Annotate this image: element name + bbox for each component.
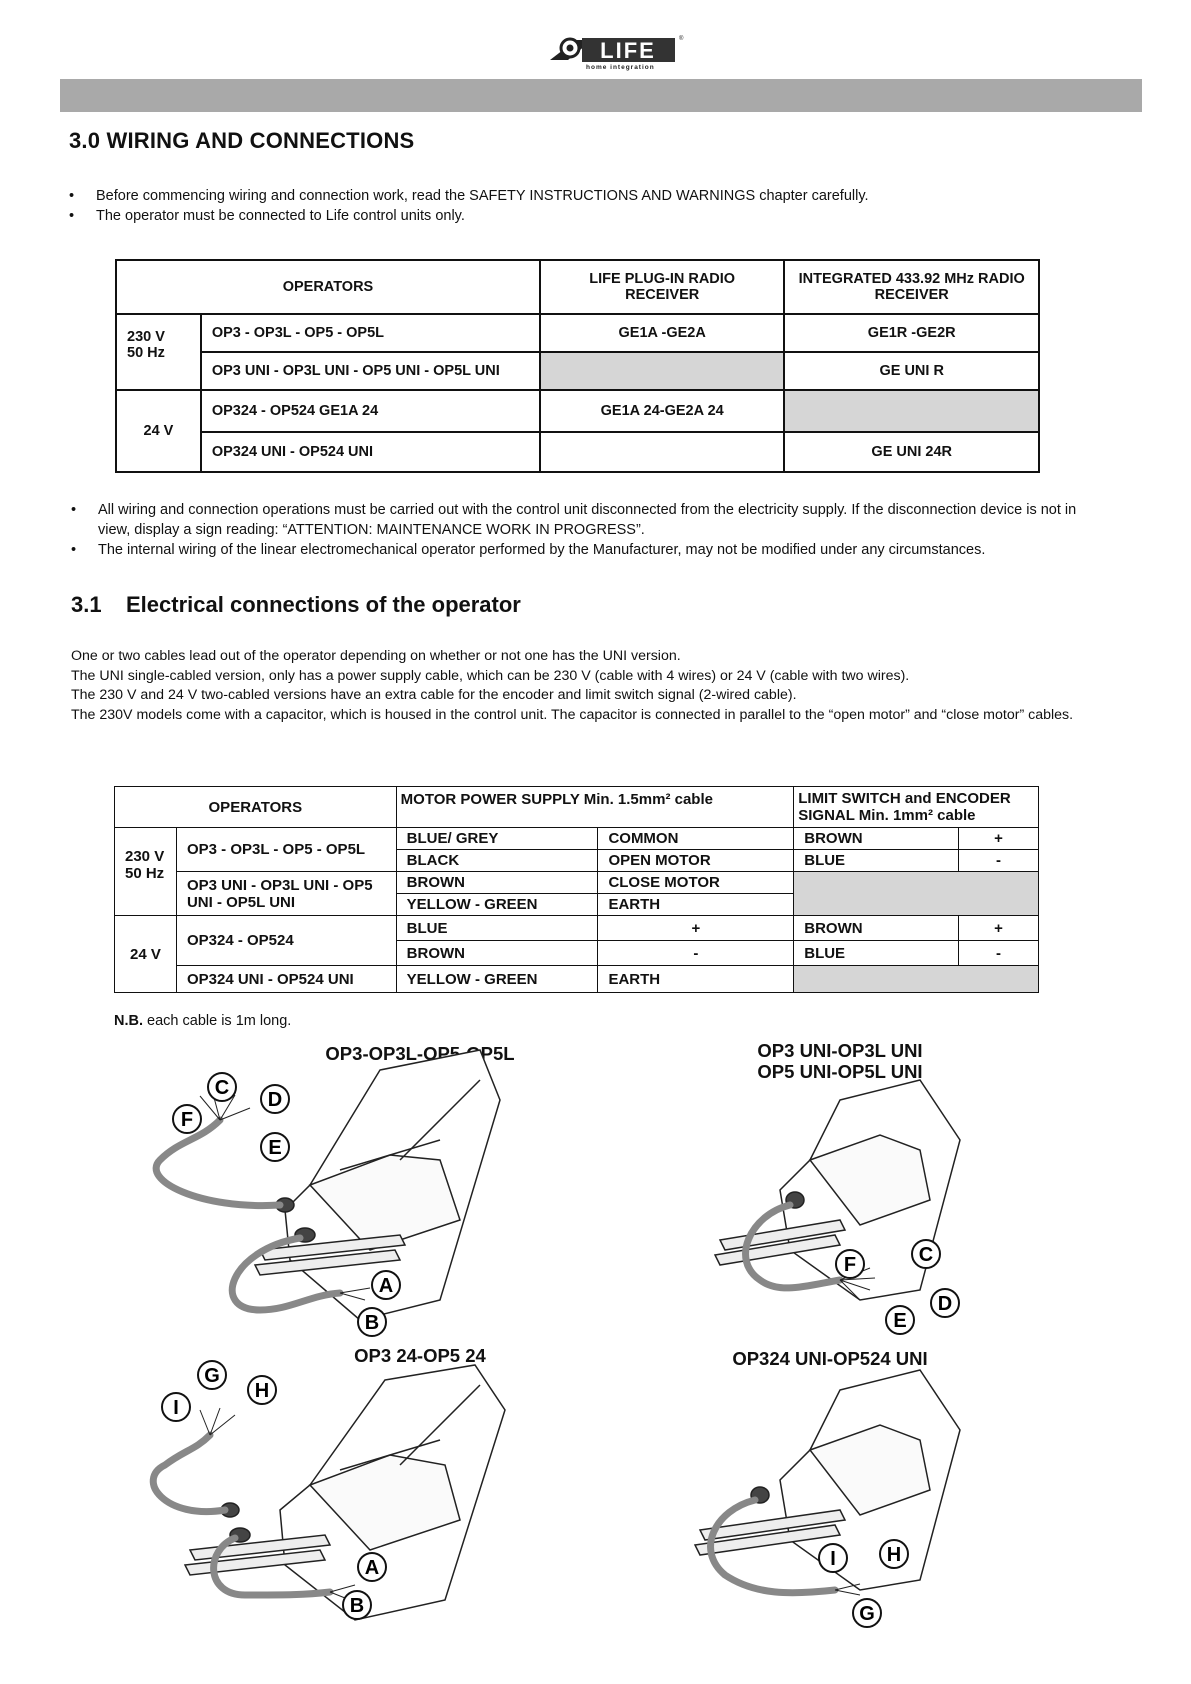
signal-polarity: -	[959, 941, 1039, 966]
logo-tagline: home integration	[586, 64, 655, 71]
letter-marker	[816, 1541, 850, 1580]
table-row	[115, 872, 1039, 894]
letter-marker	[340, 1588, 374, 1627]
letter-marker	[205, 1070, 239, 1109]
bullet-text: Before commencing wiring and connection work, read the SAFETY INSTRUCTIONS AND WARNINGS chapter carefully.	[96, 188, 869, 204]
diagram-title-line: OP3 UNI-OP3L UNI	[757, 1040, 923, 1061]
integrated-cell: GE UNI R	[784, 352, 1039, 390]
operator-drawing	[185, 1365, 505, 1620]
letter-marker	[355, 1550, 389, 1589]
letter-label: F	[180, 1109, 194, 1131]
section-heading: Electrical connections of the operator	[126, 592, 521, 617]
header-operators: OPERATORS	[115, 787, 397, 828]
letter-label: D	[267, 1089, 283, 1111]
plugin-cell: GE1A -GE2A	[540, 314, 785, 352]
bullet-text: The operator must be connected to Life control units only.	[96, 208, 465, 224]
bullet-item: • Before commencing wiring and connection work, read the SAFETY INSTRUCTIONS AND WARNINGS chapter carefully.	[69, 188, 869, 204]
signal-wire-colour: BLUE	[794, 850, 959, 872]
table-row	[116, 314, 1039, 352]
table-row	[115, 828, 1039, 850]
letter-label: H	[254, 1380, 270, 1402]
table-header-row	[116, 260, 1039, 314]
operator-cell: OP3 UNI - OP3L UNI - OP5 UNI - OP5L UNI	[176, 872, 396, 916]
letter-label: F	[843, 1254, 857, 1276]
wire-colour: YELLOW - GREEN	[396, 966, 598, 993]
integrated-cell: GE1R -GE2R	[784, 314, 1039, 352]
table-row	[116, 432, 1039, 472]
voltage-230: 230 V	[125, 848, 165, 865]
letter-label: I	[173, 1397, 179, 1419]
signal-wire-colour: BROWN	[794, 828, 959, 850]
table-row	[116, 352, 1039, 390]
plugin-cell	[540, 432, 785, 472]
wire-function: COMMON	[598, 828, 794, 850]
letter-label: G	[204, 1365, 220, 1387]
life-logo	[548, 26, 682, 76]
letter-marker	[258, 1082, 292, 1121]
letter-label: B	[349, 1595, 365, 1617]
header-plugin-receiver: LIFE PLUG-IN RADIO RECEIVER	[540, 260, 785, 314]
letter-marker	[355, 1305, 389, 1344]
bullet-text: All wiring and connection operations must be carried out with the control unit disconnected from the electricity supply. If the disconnection device is not in view, display a sign reading: “ATTENTION: MAINTENANCE WORK IN PROGRESS”.	[98, 502, 1077, 538]
intro-paragraphs	[71, 647, 1131, 725]
operator-cell: OP3 - OP3L - OP5 - OP5L	[201, 314, 540, 352]
signal-polarity: +	[959, 828, 1039, 850]
wire-function: OPEN MOTOR	[598, 850, 794, 872]
letter-marker	[159, 1390, 193, 1429]
diagram-title-line: OP5 UNI-OP5L UNI	[757, 1061, 923, 1082]
plugin-cell: GE1A 24-GE2A 24	[540, 390, 785, 432]
voltage-24: 24 V	[116, 390, 201, 472]
letter-marker	[883, 1303, 917, 1342]
table-header-row	[115, 787, 1039, 828]
letter-marker	[170, 1102, 204, 1141]
bullet-item: • The internal wiring of the linear electromechanical operator performed by the Manufacturer, may not be modified under any circumstances.	[71, 542, 986, 558]
cable-note	[114, 1013, 291, 1029]
letter-label: C	[214, 1077, 230, 1099]
wire-colour: BROWN	[396, 941, 598, 966]
table-row	[115, 916, 1039, 941]
letter-label: I	[830, 1548, 836, 1570]
header-band	[60, 79, 1142, 112]
header-motor-supply: MOTOR POWER SUPPLY Min. 1.5mm² cable	[396, 787, 794, 828]
registered-mark: ®	[679, 36, 684, 42]
wire-function: EARTH	[598, 894, 794, 916]
letter-label: D	[937, 1293, 953, 1315]
signal-polarity: +	[959, 916, 1039, 941]
letter-marker	[928, 1286, 962, 1325]
section-title-electrical	[71, 592, 521, 618]
frequency-50: 50 Hz	[125, 865, 165, 882]
wire-colour: BLUE/ GREY	[396, 828, 598, 850]
voltage-230: 230 V 50 Hz	[116, 314, 201, 390]
signal-wire-colour: BROWN	[794, 916, 959, 941]
voltage-24: 24 V	[115, 916, 177, 993]
letter-label: C	[918, 1244, 934, 1266]
letter-marker	[258, 1130, 292, 1169]
wire-function: CLOSE MOTOR	[598, 872, 794, 894]
diagram-title: OP3 24-OP5 24	[354, 1345, 486, 1366]
letter-label: E	[893, 1310, 907, 1332]
wire-colour: BLACK	[396, 850, 598, 872]
wire-function: -	[598, 941, 794, 966]
wire-colour: BROWN	[396, 872, 598, 894]
plugin-cell	[540, 352, 785, 390]
operator-cell: OP3 UNI - OP3L UNI - OP5 UNI - OP5L UNI	[201, 352, 540, 390]
letter-marker	[877, 1537, 911, 1576]
diagram-title: OP3-OP3L-OP5-OP5L	[325, 1043, 515, 1064]
section-number: 3.1	[71, 592, 102, 617]
bullet-text: The internal wiring of the linear electromechanical operator performed by the Manufacturer, may not be modified under any circumstances.	[98, 542, 986, 558]
header-integrated-receiver: INTEGRATED 433.92 MHz RADIO RECEIVER	[784, 260, 1039, 314]
paragraph: The 230 V and 24 V two-cabled versions have an extra cable for the encoder and limit switch signal (2-wired cable).	[71, 687, 797, 703]
life-logo-mark	[548, 26, 682, 66]
logo-text: LIFE	[600, 38, 656, 63]
signal-polarity: -	[959, 850, 1039, 872]
paragraph: One or two cables lead out of the operator depending on whether or not one has the UNI version.	[71, 648, 681, 664]
table-row	[115, 966, 1039, 993]
bullet-item: • The operator must be connected to Life control units only.	[69, 208, 465, 224]
letter-label: B	[364, 1312, 380, 1334]
receiver-table	[115, 259, 1040, 473]
letter-marker	[195, 1358, 229, 1397]
letter-label: E	[268, 1137, 282, 1159]
letter-label: A	[364, 1557, 380, 1579]
voltage-230-cell	[115, 828, 177, 916]
table-row	[116, 390, 1039, 432]
letter-marker	[909, 1237, 943, 1276]
empty-cell	[794, 872, 1039, 916]
letter-marker	[850, 1596, 884, 1635]
operator-cell: OP324 UNI - OP524 UNI	[176, 966, 396, 993]
operator-cell: OP324 UNI - OP524 UNI	[201, 432, 540, 472]
operator-cell: OP324 - OP524	[176, 916, 396, 966]
paragraph: The UNI single-cabled version, only has a power supply cable, which can be 230 V (cable with 4 wires) or 24 V (cable with two wires).	[71, 667, 910, 684]
note-text: each cable is 1m long.	[143, 1013, 292, 1029]
letter-label: H	[886, 1544, 902, 1566]
letter-marker	[245, 1373, 279, 1412]
letter-label: G	[859, 1603, 875, 1625]
header-operators: OPERATORS	[116, 260, 540, 314]
header-limit-switch: LIMIT SWITCH and ENCODER SIGNAL Min. 1mm² cable	[794, 787, 1039, 828]
note-label: N.B.	[114, 1013, 143, 1029]
section-title-wiring: 3.0 WIRING AND CONNECTIONS	[69, 128, 415, 153]
wire-function: EARTH	[598, 966, 794, 993]
diagram-op324-uni	[700, 1370, 980, 1630]
diagram-title	[720, 1040, 960, 1082]
wire-colour: BLUE	[396, 916, 598, 941]
diagram-title: OP324 UNI-OP524 UNI	[732, 1348, 928, 1369]
diagram-op3-24	[145, 1370, 505, 1630]
wire-colour: YELLOW - GREEN	[396, 894, 598, 916]
letter-marker	[369, 1268, 403, 1307]
signal-wire-colour: BLUE	[794, 941, 959, 966]
paragraph: The 230V models come with a capacitor, which is housed in the control unit. The capacitor is connected in parallel to the “open motor” and “close motor” cables.	[71, 706, 1074, 723]
wire-function: +	[598, 916, 794, 941]
letter-marker	[833, 1247, 867, 1286]
diagram-op3-op5	[140, 1060, 500, 1330]
letter-label: A	[378, 1275, 394, 1297]
integrated-cell	[784, 390, 1039, 432]
integrated-cell: GE UNI 24R	[784, 432, 1039, 472]
empty-cell	[794, 966, 1039, 993]
operator-cell: OP3 - OP3L - OP5 - OP5L	[176, 828, 396, 872]
operator-cell: OP324 - OP524 GE1A 24	[201, 390, 540, 432]
bullet-item: • All wiring and connection operations must be carried out with the control unit disconnected from the electricity supply. If the disconnection device is not in view, display a sign reading: “ATTENTION: MAINTENANCE WORK IN PROGRESS”.	[71, 502, 1077, 538]
cable-table	[114, 786, 1039, 993]
